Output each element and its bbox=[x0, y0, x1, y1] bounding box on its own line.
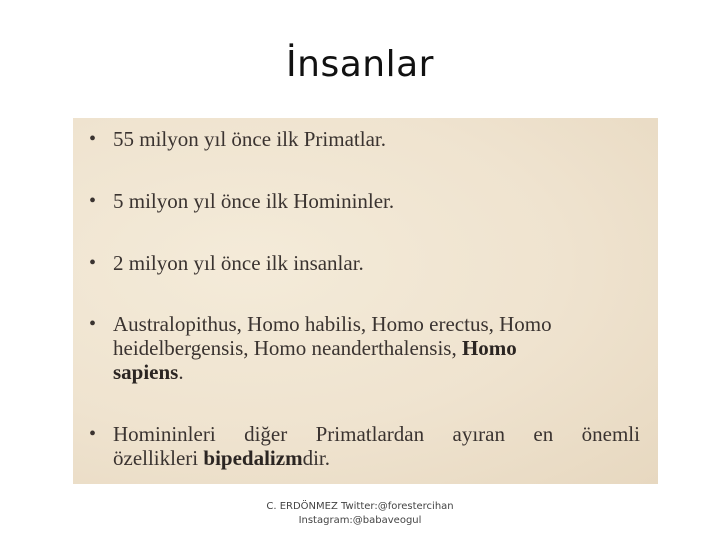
bullet-dot: • bbox=[89, 190, 97, 212]
bipedal-word: Homininleri bbox=[113, 422, 216, 446]
species-line-3 bbox=[113, 360, 640, 384]
species-line-1: Australopithus, Homo habilis, Homo erectus, Homo bbox=[113, 312, 552, 336]
bullet-item-hominins bbox=[87, 189, 640, 213]
species-word: heidelbergensis, bbox=[113, 336, 249, 360]
species-word-bold: sapiens bbox=[113, 360, 179, 384]
bipedal-word: en bbox=[533, 422, 554, 446]
content-image-panel bbox=[73, 118, 658, 484]
bullet-item-bipedalism bbox=[87, 422, 640, 470]
bullet-dot: • bbox=[89, 313, 97, 335]
bullet-text: 55 milyon yıl önce ilk Primatlar. bbox=[113, 127, 386, 151]
footer-line-author: C. ERDÖNMEZ Twitter:@forestercihan bbox=[266, 501, 454, 512]
bipedal-text-end: dir. bbox=[302, 446, 330, 470]
species-line-2 bbox=[113, 336, 640, 360]
bullet-dot: • bbox=[89, 252, 97, 274]
bipedal-word: Primatlardan bbox=[315, 422, 425, 446]
species-period: . bbox=[178, 360, 184, 384]
bullet-dot: • bbox=[89, 423, 97, 445]
bullet-item-species bbox=[87, 312, 640, 384]
bipedal-word: diğer bbox=[244, 422, 288, 446]
bullet-list bbox=[87, 127, 640, 470]
bullet-text: 2 milyon yıl önce ilk insanlar. bbox=[113, 251, 364, 275]
footer-line-instagram: Instagram:@babaveogul bbox=[298, 515, 422, 526]
bipedal-word: ayıran bbox=[452, 422, 505, 446]
bipedal-word: önemli bbox=[581, 422, 640, 446]
bullet-text: 5 milyon yıl önce ilk Homininler. bbox=[113, 189, 395, 213]
footer-credits bbox=[230, 500, 490, 528]
species-word: neanderthalensis, bbox=[311, 336, 457, 360]
bipedal-line-2 bbox=[113, 446, 640, 470]
bipedal-word-bold: bipedalizm bbox=[203, 446, 303, 470]
species-word: Homo bbox=[253, 336, 307, 360]
bullet-dot: • bbox=[89, 128, 97, 150]
slide-title: İnsanlar bbox=[286, 44, 434, 85]
species-word-bold: Homo bbox=[461, 336, 517, 360]
bullet-item-primates bbox=[87, 127, 640, 151]
bipedal-text: özellikleri bbox=[113, 446, 204, 470]
bullet-item-humans bbox=[87, 251, 640, 275]
bipedal-line-1 bbox=[113, 422, 640, 446]
